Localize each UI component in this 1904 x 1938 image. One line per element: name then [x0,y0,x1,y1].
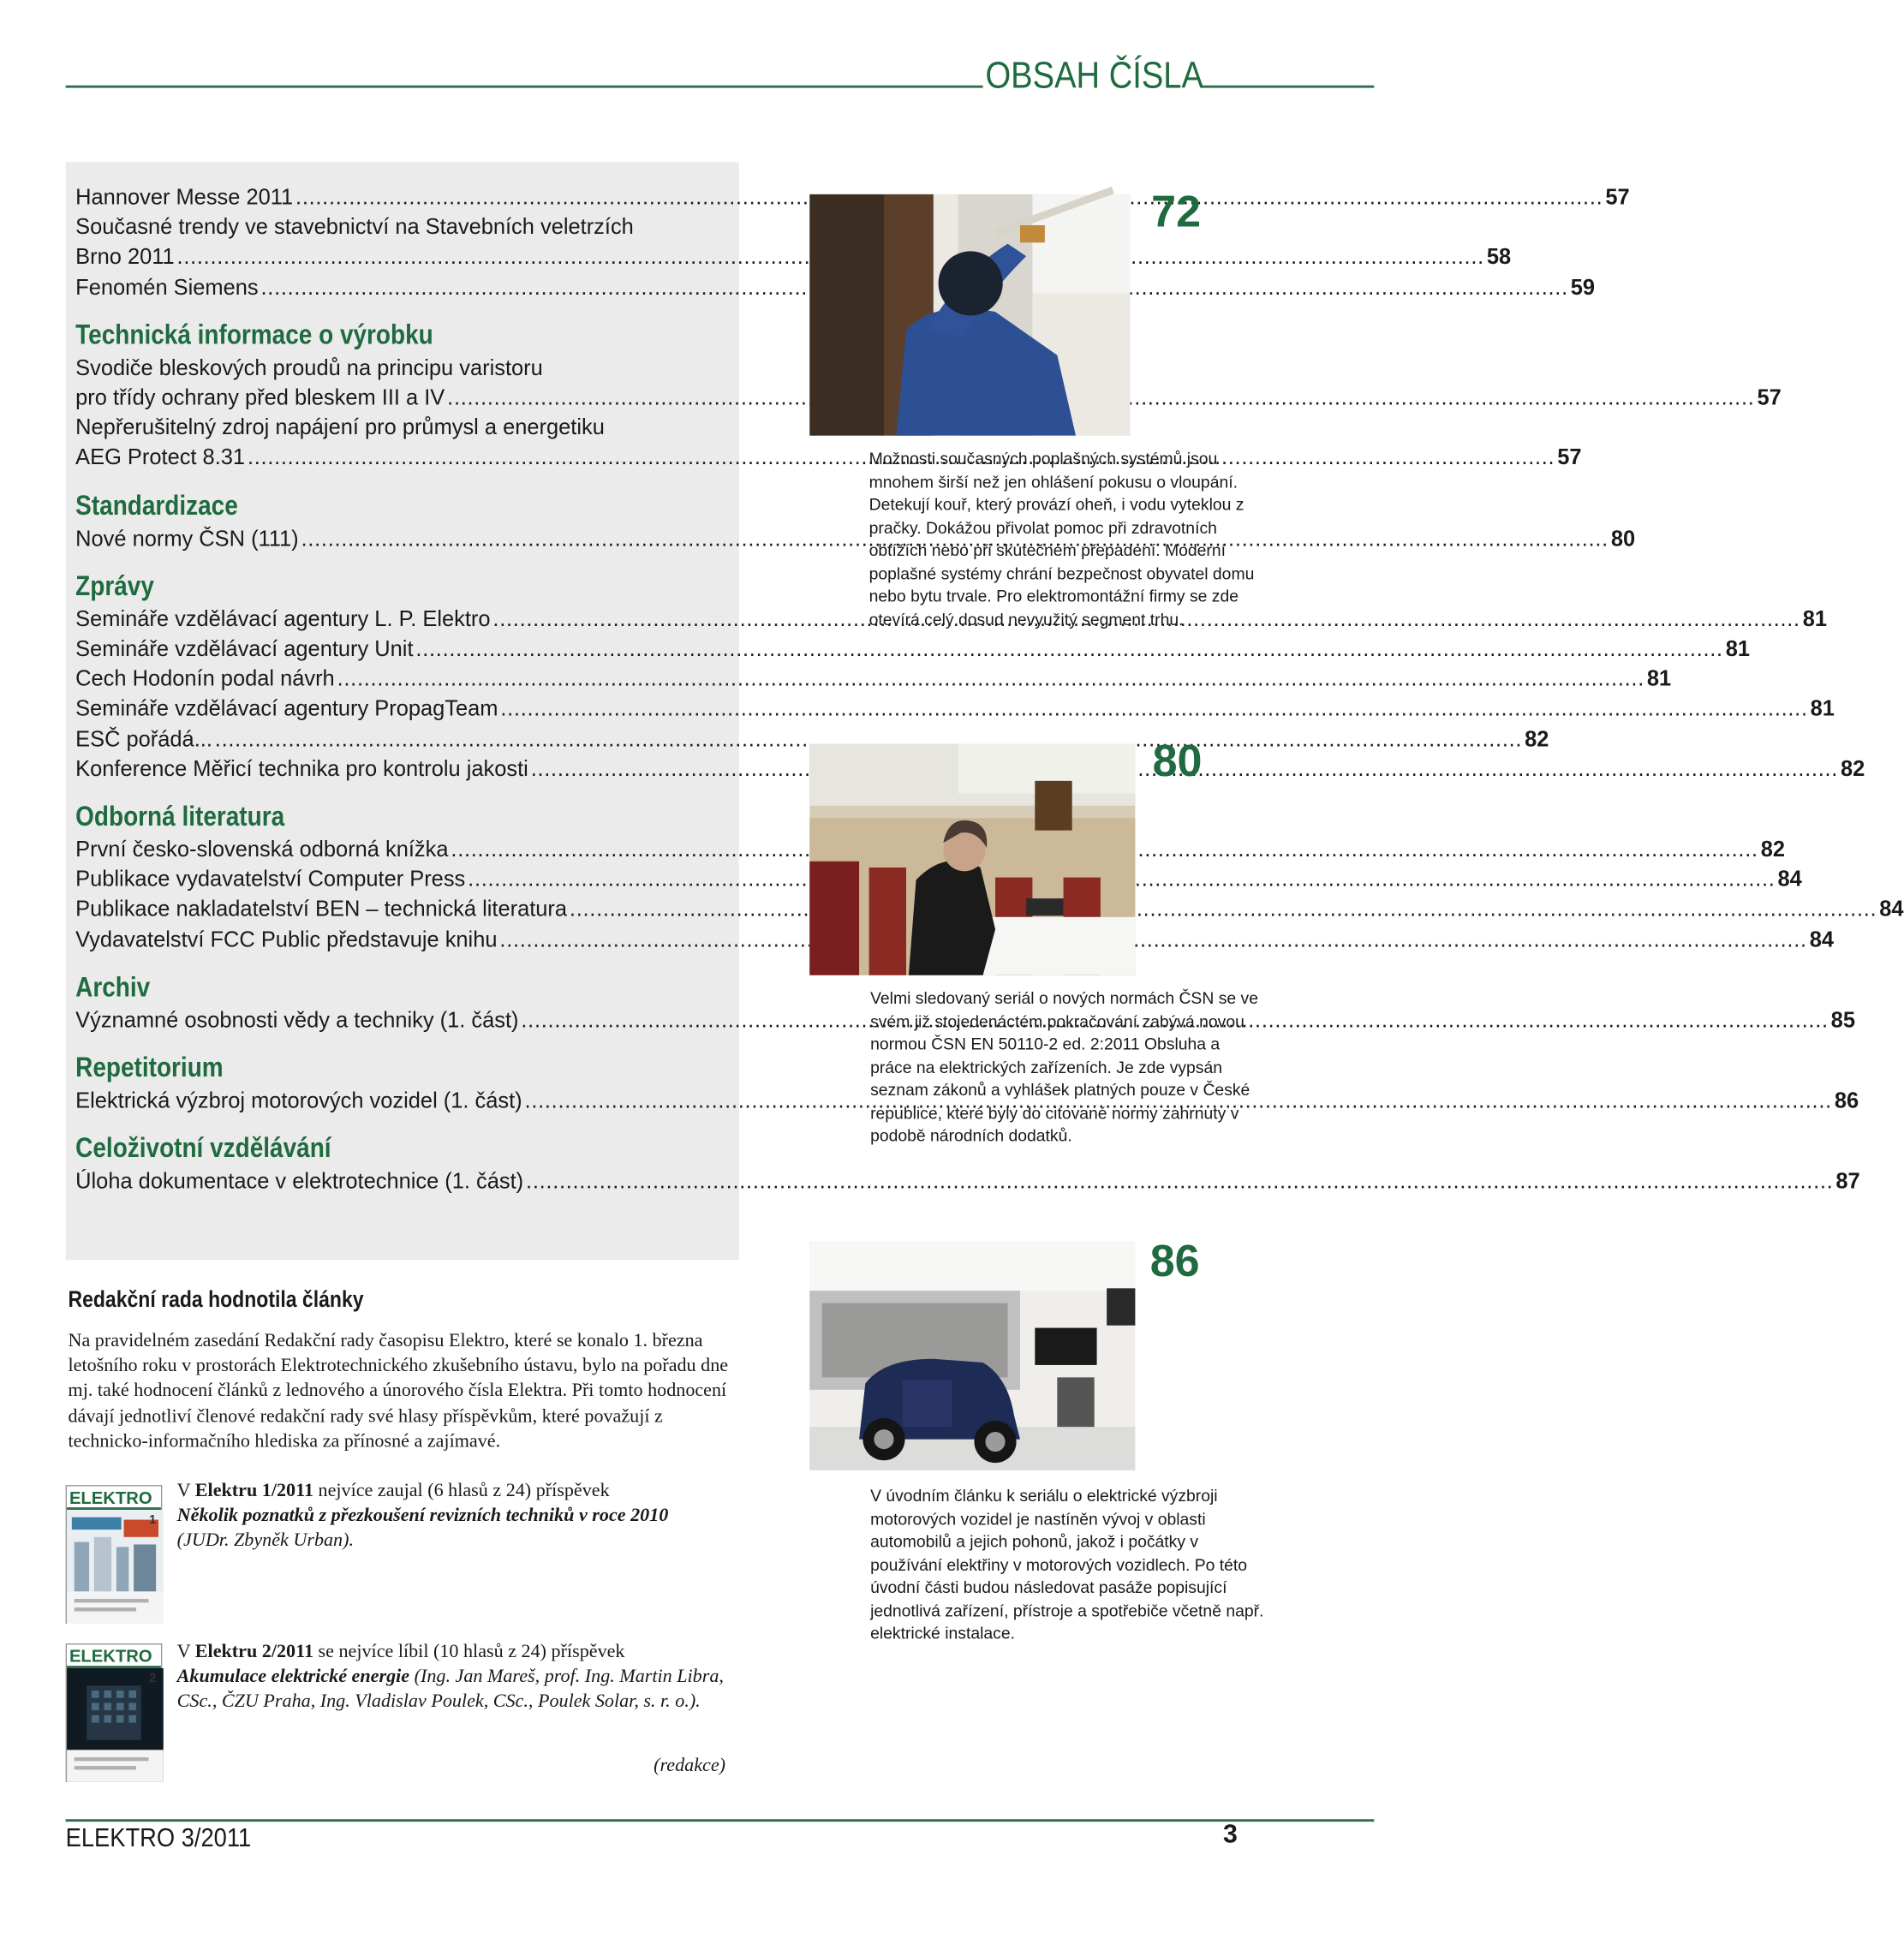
toc-line [75,864,1802,894]
toc-entry-title: Hannover Messe 2011 [75,184,294,210]
toc-entry [75,413,1582,473]
toc-entry [75,523,1636,553]
toc-section-heading: Odborná literatura [75,801,285,832]
toc-entry-title: Semináře vzdělávací agentury PropagTeam [75,695,498,721]
footer-issue: ELEKTRO 3/2011 [65,1824,252,1853]
photo-alarm-installation [809,194,1130,436]
toc-section [75,488,1636,552]
header-rule-right [1201,86,1374,88]
toc-section [75,1051,1859,1115]
toc-entry [75,1166,1860,1196]
footer-rule [66,1819,1375,1822]
toc-page-number: 84 [1777,866,1802,891]
toc-entry-title: Fenomén Siemens [75,274,259,300]
toc-entry-title: Publikace nakladatelství BEN – technická literatura [75,896,568,921]
toc-page-number: 81 [1802,605,1828,631]
toc-entry-title: Cech Hodonín podal návrh [75,665,335,691]
toc-entry-title: ESČ pořádá... [75,725,212,751]
toc-entry-title: Konference Měřicí technika pro kontrolu jakosti [75,755,528,781]
council-paragraph: Na pravidelném zasedání Redakční rady časopisu Elektro, které se konalo 1. března letošního roku v prostorách Elektrotechnického zkušebního ústavu, bylo na pořadu dne mj. také hodnocení článků z lednového a únorového čísla Elektra. Při tomto hodnocení dávají jednotliví členové redakční rady své hlasy příspěvkům, které považují z technicko-informačního hlediska za přínosné a zajímavé. [68,1330,729,1452]
toc-entry [75,864,1802,894]
toc-page-number: 81 [1810,695,1835,721]
toc-section [75,1131,1860,1196]
cover-thumbnail-elektro-1 [66,1485,163,1624]
voted-article-author: (Ing. Jan Mareš, prof. Ing. Martin Libra, CSc., ČZU Praha, Ing. Vladislav Poulek, CSc., Poulek Solar, s. r. o.). [176,1666,724,1713]
toc-section [75,318,1782,472]
toc-page-number: 82 [1840,755,1865,781]
toc-section-heading: Celoživotní vzdělávání [75,1132,331,1164]
photo-vintage-car-exhibit [809,1241,1135,1470]
feature-caption: V úvodním článku k seriálu o elektrické výzbroji motorových vozidel je nastíněn vývoj v oblasti automobilů a jejich pohonů, jakož i počátky v používání elektřiny v motorových vozidlech. Po této úvodní části budou následovat pasáže popisující jednotlivá zařízení, přístroje a spotřebiče včetně např. elektrické instalace. [870,1486,1264,1643]
toc-line [75,724,1549,754]
toc-section-heading: Archiv [75,971,151,1003]
toc-entry [75,212,1512,271]
toc-page-number: 58 [1486,244,1512,270]
photo-seminar-speaker [809,743,1135,975]
issue-label: Elektru 1/2011 [194,1480,314,1501]
council-vote-2: V Elektru 2/2011 se nejvíce líbil (10 hlasů z 24) příspěvek Akumulace elektrické energie (Ing. Jan Mareš, prof. Ing. Martin Libra, CSc., ČZU Praha, Ing. Vladislav Poulek, CSc., Poulek Solar, s. r. o.). [176,1641,724,1713]
toc-line [75,1005,1855,1035]
toc-page-number: 57 [1557,444,1582,470]
council-heading: Redakční rada hodnotila články [68,1285,364,1312]
toc-section-heading: Technická informace o výrobku [75,319,433,350]
toc-entry [75,694,1835,724]
toc-entry-title: Současné trendy ve stavebnictví na Stavebních veletrzích [75,214,634,240]
toc-leader-dots [500,694,1807,724]
toc-entry [75,634,1751,664]
toc-line [75,443,1582,473]
toc-entry [75,1085,1859,1115]
toc-line [75,664,1672,694]
toc-leader-dots [526,1166,1833,1196]
toc-entry-title: Úloha dokumentace v elektrotechnice (1. část) [75,1168,524,1194]
toc-line [75,924,1834,954]
toc-line [75,242,1512,271]
toc-entry-title: Publikace vydavatelství Computer Press [75,866,466,891]
toc-section-heading: Repetitorium [75,1052,224,1083]
toc-page-number: 86 [1834,1088,1859,1113]
toc-entry [75,271,1596,301]
toc-page-number: 87 [1835,1168,1860,1194]
issue-label: Elektru 2/2011 [194,1641,314,1662]
feature-page-number: 72 [1151,185,1202,237]
toc-entry [75,353,1782,413]
toc-line [75,834,1785,864]
toc-page-number: 57 [1605,184,1630,210]
toc-page-number: 59 [1570,274,1596,300]
toc-line [75,694,1835,724]
council-signature: (redakce) [654,1755,726,1776]
page-title: OBSAH ČÍSLA [985,56,1203,97]
toc-entry-title: Elektrická výzbroj motorových vozidel (1. část) [75,1088,522,1113]
toc-section [75,970,1855,1035]
toc-page-number: 82 [1760,836,1785,862]
toc-page-number: 84 [1809,926,1834,951]
toc-leader-dots [499,924,1806,954]
toc-entry-title: pro třídy ochrany před bleskem III a IV [75,385,445,410]
toc-page-number: 80 [1610,525,1636,551]
toc-line [75,383,1782,413]
toc-line [75,523,1636,553]
feature-page-number: 80 [1152,735,1203,786]
toc-entry-title: Svodiče bleskových proudů na principu varistoru [75,355,543,380]
toc-page-number: 81 [1646,665,1672,691]
toc-entry-title: Nepřerušitelný zdroj napájení pro průmysl a energetiku [75,414,605,440]
toc-entry [75,724,1549,754]
voted-article-author: (JUDr. Zbyněk Urban). [176,1530,355,1552]
toc-page-number: 85 [1830,1007,1855,1032]
cover-logo: ELEKTRO [67,1487,161,1510]
toc-line [75,1085,1859,1115]
feature-caption: Velmi sledovaný seriál o nových normách ČSN se ve svém již stojedenáctém pokračování zabývá novou normou ČSN EN 50110-2 ed. 2:2011 Obsluha a práce na elektrických zařízeních. Je zde vypsán seznam zákonů a vyhlášek platných pouze v České republice, které byly do citované normy zahrnuty v podobě národních dodatků. [870,988,1258,1145]
toc-line [75,894,1904,924]
toc-entry-title: Významné osobnosti vědy a techniky (1. část) [75,1007,519,1032]
toc-line [75,604,1828,634]
toc-entry-title: Vydavatelství FCC Public představuje knihu [75,926,498,951]
council-vote-1: V Elektru 1/2011 nejvíce zaujal (6 hlasů z 24) příspěvek Několik poznatků z přezkoušení revizních techniků v roce 2010 (JUDr. Zbyněk Urban). [176,1480,669,1552]
toc-entry [75,924,1834,954]
toc-entry-title: První česko-slovenská odborná knížka [75,836,449,862]
toc-entry [75,604,1828,634]
toc-section-heading: Zprávy [75,569,154,602]
toc-line [75,271,1596,301]
feature-page-number: 86 [1149,1235,1200,1286]
toc-leader-dots [570,894,1877,924]
toc-entry-title: AEG Protect 8.31 [75,444,246,470]
toc-section-heading: Standardizace [75,489,238,521]
toc-section [75,800,1904,954]
toc-entry-title: Semináře vzdělávací agentury L. P. Elektro [75,605,491,631]
footer-page-number: 3 [1223,1820,1238,1849]
feature-caption: Možnosti současných poplašných systémů jsou mnohem širší než jen ohlášení pokusu o vloupání. Detekují kouř, který provází oheň, i vodu vyteklou z pračky. Dokážou přivolat pomoc při zdravotních obtížích nebo při skutečném přepadení. Moderní poplašné systémy chrání bezpečnost obyvatel domu nebo bytu trvale. Pro elektromontážní firmy se zde otevírá celý dosud nevyužitý segment trhu. [868,449,1255,629]
toc-page-number: 84 [1879,896,1904,921]
header-rule-left [66,86,983,88]
toc-page-number: 82 [1525,725,1549,751]
toc-line [75,1166,1860,1196]
toc-entry [75,834,1785,864]
toc-leader-dots [415,634,1722,664]
toc-entry [75,894,1904,924]
toc-entry-title: Brno 2011 [75,244,175,270]
toc-entry-title: Nové normy ČSN (111) [75,525,299,551]
cover-issue-number: 2 [149,1672,157,1686]
toc-line [75,634,1751,664]
cover-thumbnail-elektro-2 [66,1643,163,1782]
toc-page-number: 81 [1725,635,1751,661]
toc-entry [75,1005,1855,1035]
toc-leader-dots [337,664,1644,694]
voted-article-title: Několik poznatků z přezkoušení revizních techniků v roce 2010 [176,1505,669,1527]
toc-entry [75,664,1672,694]
cover-logo: ELEKTRO [67,1645,161,1668]
voted-article-title: Akumulace elektrické energie [176,1666,410,1687]
cover-issue-number: 1 [149,1513,157,1528]
toc-entry-title: Semináře vzdělávací agentury Unit [75,635,414,661]
toc-page-number: 57 [1757,385,1782,410]
